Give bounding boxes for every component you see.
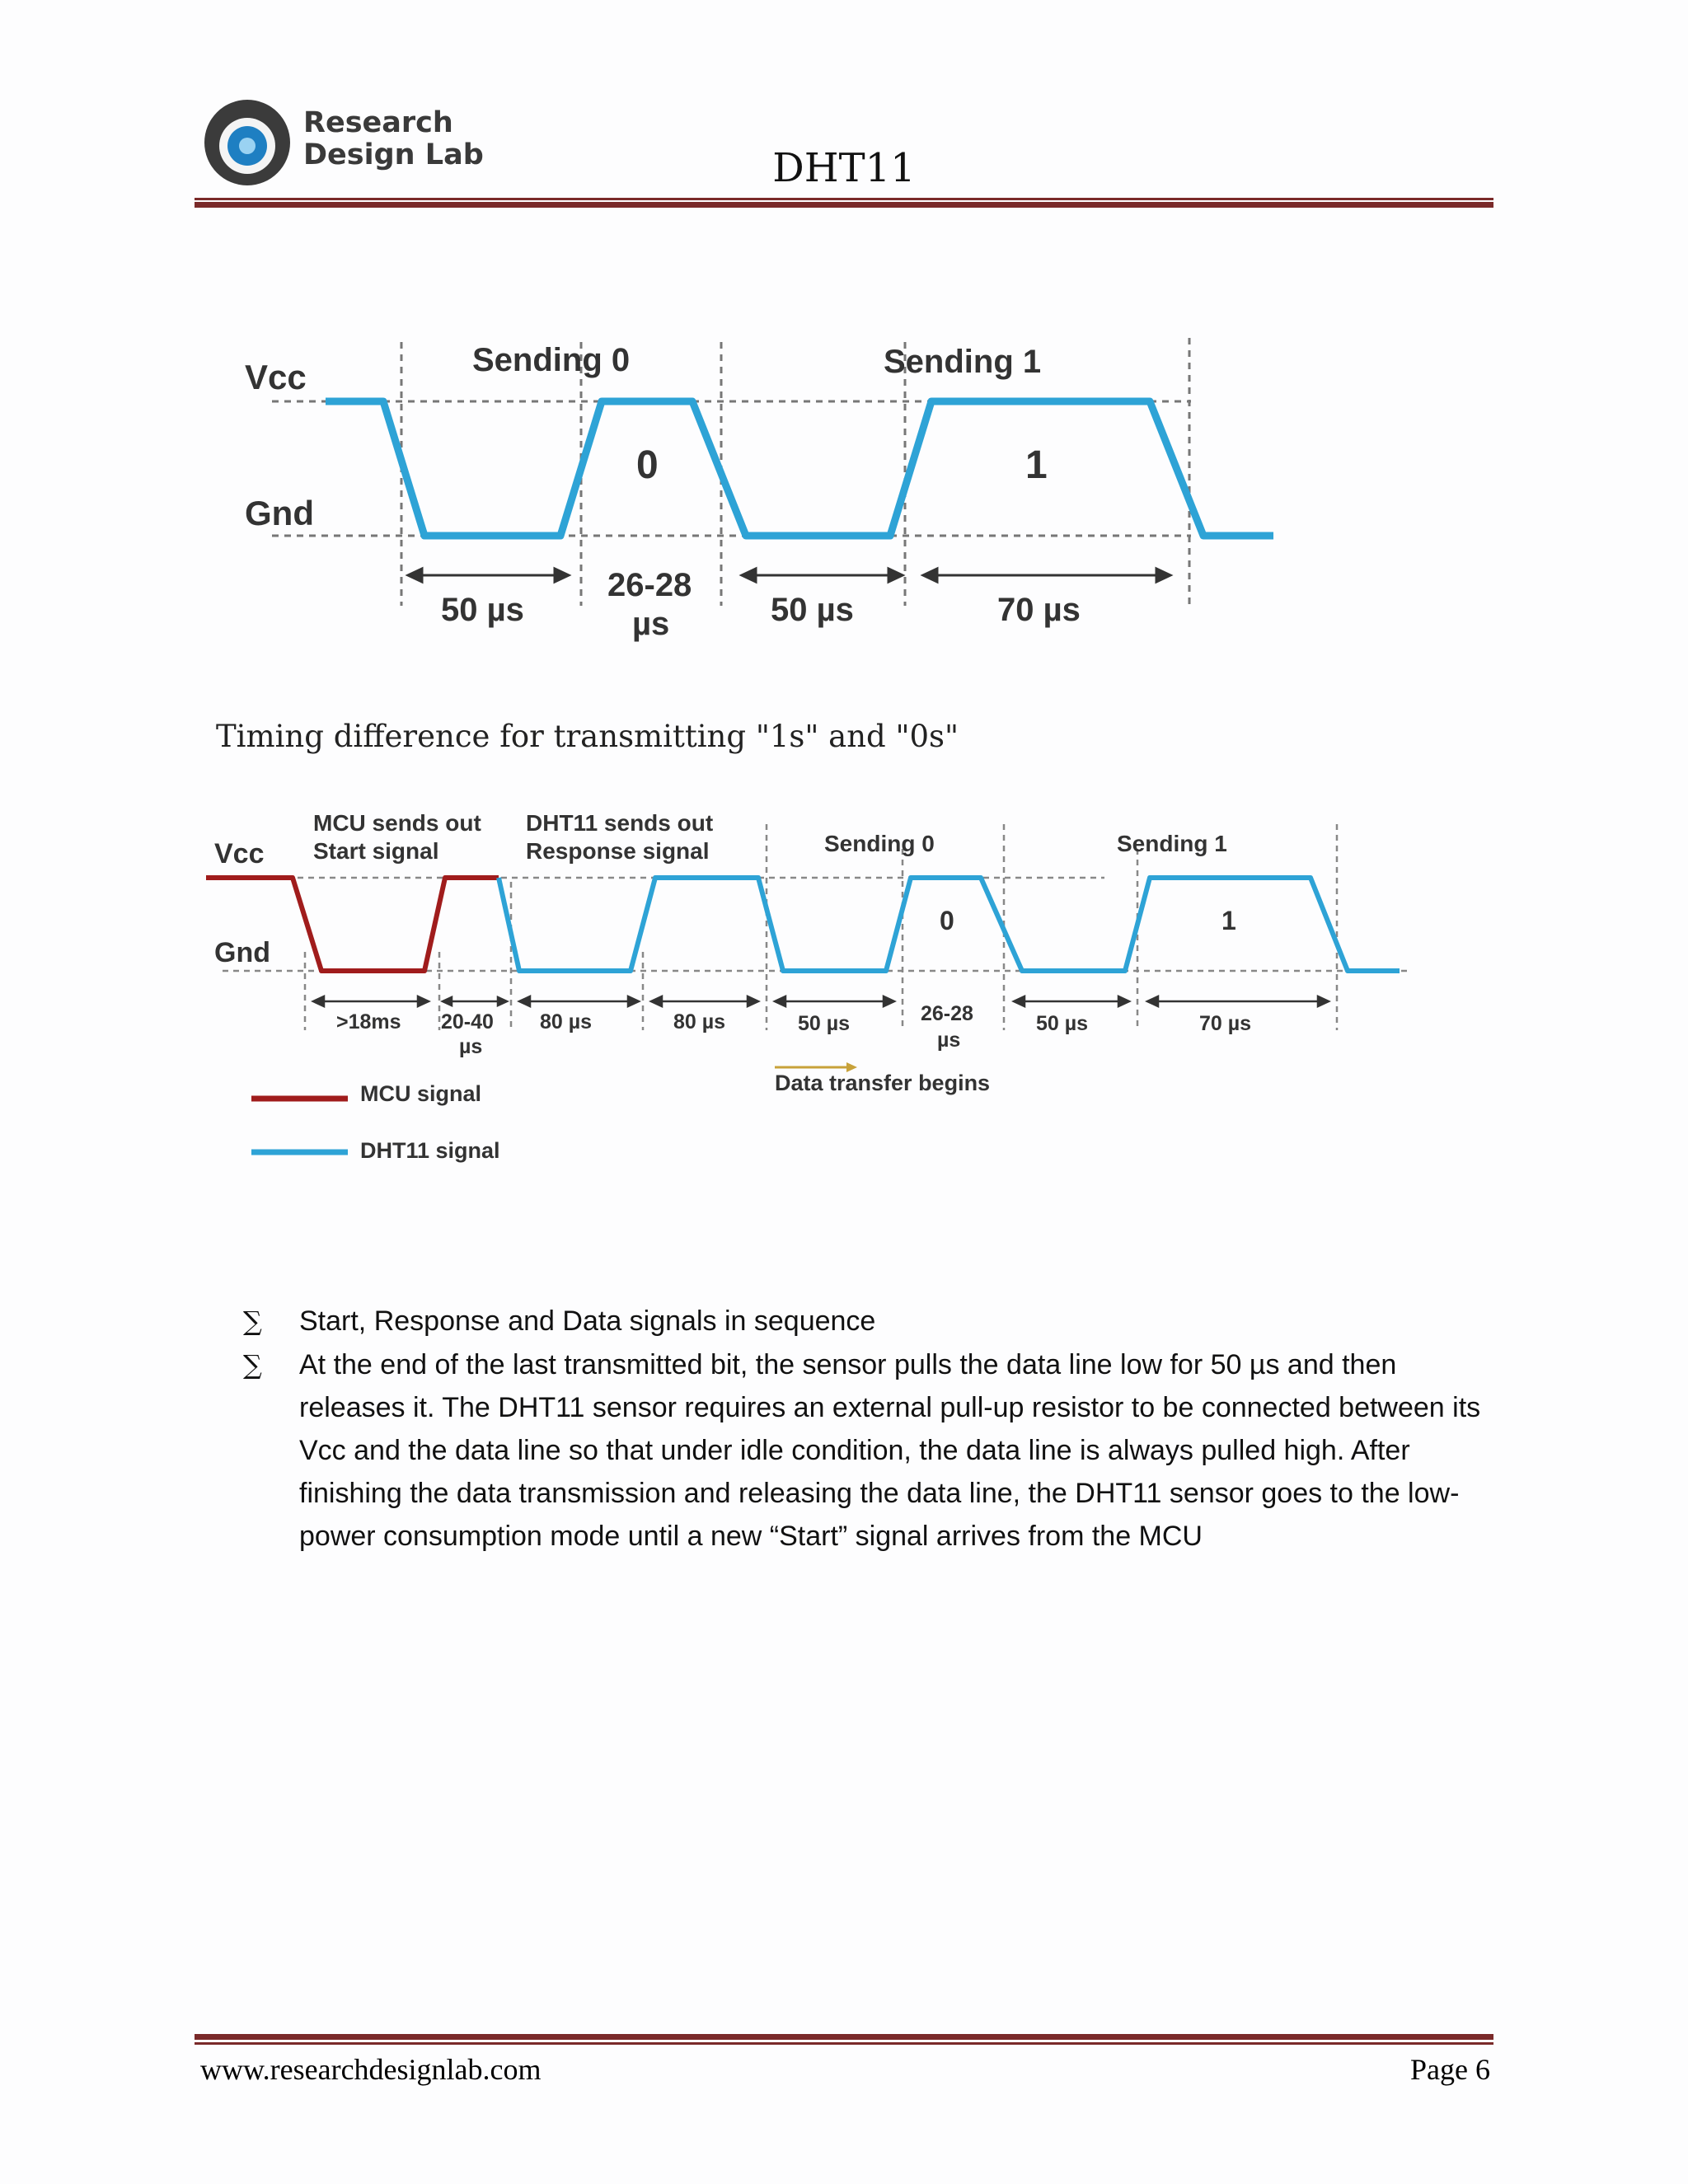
timing-arrows <box>313 996 1329 1006</box>
duration-wait-unit: µs <box>459 1035 483 1058</box>
logo-line-1: Research <box>303 106 453 139</box>
bullet-item <box>243 1343 1496 1558</box>
logo-line-2: Design Lab <box>303 138 484 171</box>
footer-rule-thick <box>195 2034 1493 2040</box>
bullet-item <box>243 1300 1496 1343</box>
legend-dht-label: DHT11 signal <box>360 1138 500 1163</box>
duration-bit0-low: 50 µs <box>798 1012 851 1035</box>
bit-0-value: 0 <box>636 443 659 487</box>
duration-response-high: 80 µs <box>673 1010 726 1033</box>
header-rule <box>195 198 1493 200</box>
footer-website: www.researchdesignlab.com <box>200 2053 542 2086</box>
dht11-waveform <box>326 401 1273 536</box>
duration-response-low: 80 µs <box>540 1010 593 1033</box>
bit-timing-diagram <box>206 313 1360 668</box>
header-rule-thick <box>195 202 1493 208</box>
duration-50us-low-1: 50 µs <box>771 592 854 628</box>
duration-bit1-high: 70 µs <box>1199 1012 1252 1035</box>
sending-1-label: Sending 1 <box>1117 831 1227 856</box>
sending-1-label: Sending 1 <box>884 344 1042 380</box>
vcc-label: Vcc <box>214 838 265 869</box>
mcu-start-label-line-1: MCU sends out <box>313 810 481 836</box>
communication-sequence-diagram <box>206 799 1442 1179</box>
mcu-start-label-line-2: Start signal <box>313 838 439 864</box>
bullet-symbol: ∑ <box>243 1305 262 1337</box>
duration-bit0-high: 26-28 <box>921 1002 973 1025</box>
dht-response-label-line-2: Response signal <box>526 838 710 864</box>
bullet-text: At the end of the last transmitted bit, the sensor pulls the data line low for 50 µs and then releases it. The DHT11 sensor requires an external pull-up resistor to be connected between its Vcc and the data line so that under idle condition, the data line is always pulled high. After finishing the data transmission and releasing the data line, the DHT11 sensor goes to the low-power consumption mode until a new “Start” signal arrives from the MCU <box>299 1349 1481 1552</box>
bullet-symbol: ∑ <box>243 1349 262 1380</box>
duration-wait-20-40: 20-40 <box>441 1010 494 1033</box>
legend-mcu-label: MCU signal <box>360 1081 482 1106</box>
bullet-text: Start, Response and Data signals in sequence <box>299 1305 876 1337</box>
duration-26-28us-unit: µs <box>632 606 670 642</box>
figure-caption: Timing difference for transmitting "1s" and "0s" <box>216 719 959 754</box>
bit-1-value: 1 <box>1025 443 1048 487</box>
gnd-label: Gnd <box>245 494 314 532</box>
duration-start-18ms: >18ms <box>336 1010 401 1033</box>
page-number: Page 6 <box>1410 2053 1490 2086</box>
footer-rule <box>195 2042 1493 2045</box>
sending-0-label: Sending 0 <box>472 342 631 378</box>
vcc-label: Vcc <box>245 358 307 396</box>
duration-26-28us: 26-28 <box>607 567 692 603</box>
bit-0-value: 0 <box>940 906 954 935</box>
duration-bit1-low: 50 µs <box>1036 1012 1089 1035</box>
duration-bit0-high-unit: µs <box>937 1029 961 1052</box>
bit-1-value: 1 <box>1221 906 1236 935</box>
gnd-label: Gnd <box>214 937 270 968</box>
duration-70us: 70 µs <box>997 592 1081 628</box>
duration-50us-low-0: 50 µs <box>441 592 524 628</box>
reference-lines <box>272 338 1191 606</box>
data-transfer-begins-label: Data transfer begins <box>775 1071 991 1095</box>
dht-response-label-line-1: DHT11 sends out <box>526 810 714 836</box>
sending-0-label: Sending 0 <box>824 831 935 856</box>
document-title: DHT11 <box>772 145 916 191</box>
timing-arrows <box>408 569 1170 582</box>
